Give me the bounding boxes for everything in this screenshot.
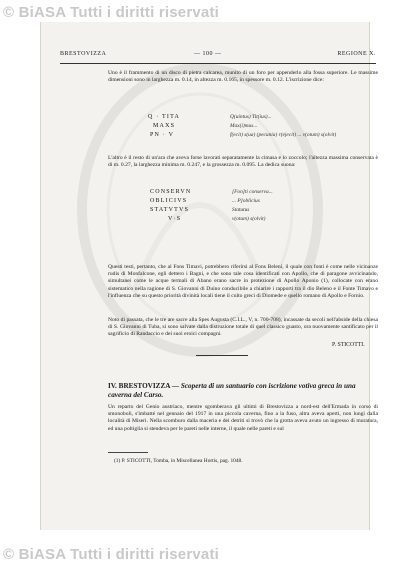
section-heading xyxy=(108,382,378,400)
section-title: Scoperta di un santuario con iscrizione votiva greca in una caverna del Carso. xyxy=(108,382,356,399)
header-left: BRESTOVIZZA xyxy=(60,51,107,57)
inscription-2-line-2: OBLICIVS xyxy=(150,198,188,204)
inscription-1-line-1: Q · TITA xyxy=(148,114,181,120)
inscription-1-reading-1: Q(uintus) Tit(ius)... xyxy=(230,114,272,120)
inscription-2-reading-3: Statutus xyxy=(232,207,250,213)
inscription-1-reading-3: f(ecit) s(ua) (pecunia) r(ejecit) ... v(otum) s(olvit) xyxy=(230,132,337,138)
watermark-bottom: © BiASA Tutti i diritti riservati xyxy=(3,546,220,563)
author-signature: P. STICOTTI. xyxy=(332,342,365,348)
paragraph-3b: Noto di passata, che le tre are sacre alla Spes Augusta (C.I.L., V, n. 700-708), incassate da secoli nell'abside della chiesa di S. Giovanni di Tuba, si sono salvate dalla distruzione totale di quel classico guasto, ora nuovamente santificato per il sagrificio di Randaccio e dei suoi eroici compagni. xyxy=(108,317,378,338)
seal-watermark xyxy=(75,60,325,360)
footnote-rule xyxy=(108,452,148,453)
section-place: BRESTOVIZZA — xyxy=(118,382,180,390)
inscription-1-line-3: ΡΝ · V xyxy=(150,132,175,138)
inscription-2-line-3: STATVTVS xyxy=(150,207,190,213)
running-header xyxy=(60,51,376,63)
paragraph-3: Questi testi, pertanto, che al Fons Timavi, potrebbero riferirsi al Fons Belení, il quale con fonti è come nelle vicinanze rudis di Monfalcone, egli dettero i Bagni, e che sono tale cosa identificati con Apollo, che di paragone avvicinando, simultanei come le acque termali di Abano erano sacre in protezione di Apollo Aponio (1), collocate con erano sistematico nella ragione di S. Giovanni di Duino conducibile a chiarire i rapporti tra il dio Beleno e il Fonte Timavo e l'influenza che su questo priorità divinità locali tiene il culto greci di Diomede e quello romano di Apollo e Fornio. xyxy=(108,264,378,299)
inscription-2-reading-4: v(otum) s(olvit) xyxy=(232,216,266,222)
header-rule xyxy=(60,63,376,64)
header-right: REGIONE X. xyxy=(337,51,376,57)
paragraph-1: Uno è il frammento di un disco di pietra calcarea, munito di un foro per appenderlo alla fossa superiore. Le massime dimensioni sono in larghezza m. 0.14, in altezza m. 0.165, in spessore m. 0.12. L'iscrizione dice: xyxy=(108,70,378,84)
inscription-2-line-1: CONSERVN xyxy=(150,189,192,195)
section-separator xyxy=(196,355,248,356)
inscription-2-line-4: V·S xyxy=(168,216,182,222)
inscription-1-reading-2: Max(i)mus... xyxy=(230,123,258,129)
watermark-top: © BiASA Tutti i diritti riservati xyxy=(3,4,220,21)
paragraph-2: L'altro è il resto di un'ara che aveva forse lavorati separatamente la cimasa e lo zoccolo; l'altezza massima conservata è di m. 0.27, la larghezza minima m. 0.247, e la grossezza m. 0.095. La dedica suona: xyxy=(108,155,378,169)
inscription-2-reading-1: [Fon]ti conserva... xyxy=(232,189,273,195)
paragraph-4: Un reparto del Genio austriaco, mentre sgomberava gli ultimi di Brestovizza a nord-est dell'Ermada in corso di smonoboli, s'imbatté nel gennaio del 1917 in una piccola caverna, fino a la fuso, altra aveva aperti, non lungi dalla località di Miseri. Nella scomburo dalla maceria e dei detriti si trovò che la grotta aveva avuto un ingresso di muratura, ed una poltiglia si stendeva per le pareti nelle interne, il quale nelle pareti e sul xyxy=(108,404,378,432)
page-number: — 100 — xyxy=(194,51,222,57)
inscription-2-reading-2: ... P]oblicius xyxy=(232,198,260,204)
section-number: IV. xyxy=(108,382,117,390)
footnote: (1) P. STICOTTI, Tomba, in Miscellanea Hortis, pag. 1048. xyxy=(114,458,243,464)
inscription-1-line-2: MAXS xyxy=(153,123,176,129)
